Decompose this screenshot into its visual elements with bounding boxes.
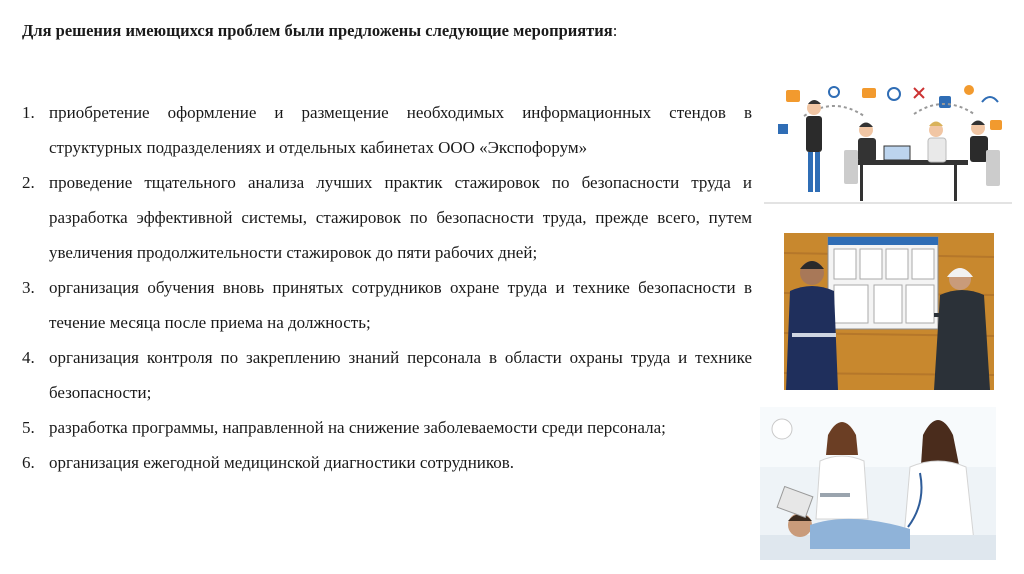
- list-item-number: 5.: [22, 418, 35, 437]
- list-item-text: организация ежегодной медицинской диагностики сотрудников.: [49, 453, 515, 472]
- team-meeting-illustration: [764, 80, 1012, 208]
- list-item: [22, 340, 752, 410]
- measures-list: [22, 95, 752, 480]
- heading-colon: :: [612, 21, 618, 40]
- medical-checkup-photo: [760, 407, 996, 560]
- list-item: [22, 165, 752, 270]
- list-item: [22, 95, 752, 165]
- list-item-text: разработка программы, направленной на снижение заболеваемости среди персонала;: [49, 418, 666, 437]
- list-item-number: 4.: [22, 348, 35, 367]
- list-item: [22, 445, 752, 480]
- list-item-text: приобретение оформление и размещение необходимых информационных стендов в структурных подразделениях и отдельных кабинетах ООО «Экспофорум»: [49, 103, 752, 157]
- list-item-number: 1.: [22, 103, 35, 122]
- list-item-number: 6.: [22, 453, 35, 472]
- list-item-text: проведение тщательного анализа лучших практик стажировок по безопасности труда и разработка эффективной системы, стажировок по безопасности труда, прежде всего, путем увеличения продолжительности стажировок до пяти рабочих дней;: [49, 173, 752, 262]
- safety-training-photo: [784, 233, 994, 390]
- slide-heading: [22, 20, 742, 42]
- list-item-text: организация контроля по закреплению знаний персонала в области охраны труда и технике безопасности;: [49, 348, 752, 402]
- heading-text: Для решения имеющихся проблем были предложены следующие мероприятия: [22, 21, 613, 40]
- list-item-text: организация обучения вновь принятых сотрудников охране труда и технике безопасности в течение месяца после приема на должность;: [49, 278, 752, 332]
- list-item-number: 3.: [22, 278, 35, 297]
- list-item-number: 2.: [22, 173, 35, 192]
- list-item: [22, 270, 752, 340]
- list-item: [22, 410, 752, 445]
